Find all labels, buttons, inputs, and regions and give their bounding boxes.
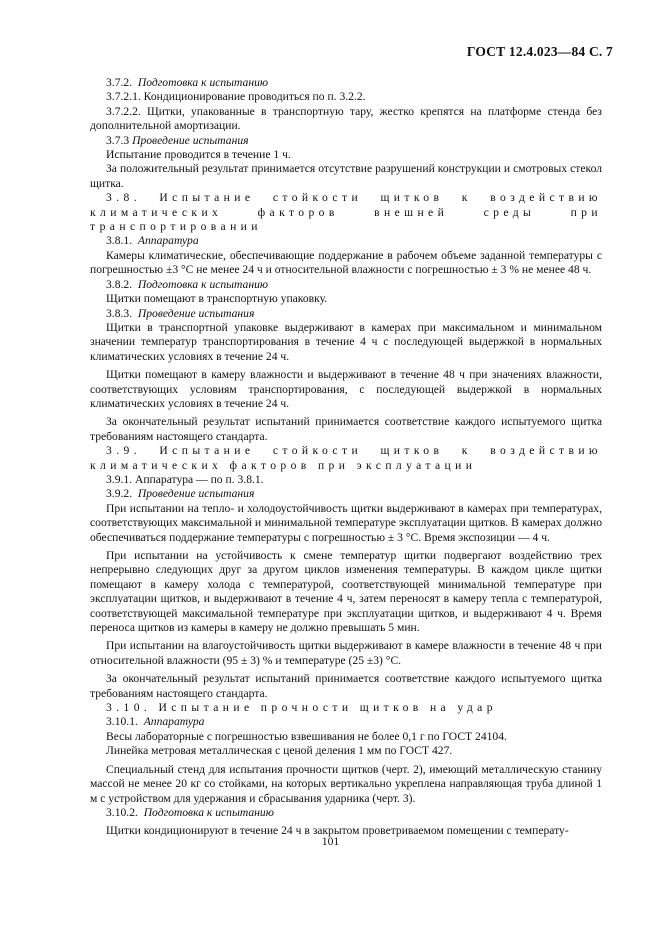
paragraph: Щитки в транспортной упаковке выдерживают в камерах при максимальном и минимальном значении температур транспортирования в течение 4 ч с последующей выдержкой в нормальных климатических условиях в течение 24 ч.: [90, 320, 602, 363]
section-heading: 3.9. Испытание стойкости щитков к воздействию климатических факторов при эксплуатации: [90, 444, 602, 472]
paragraph: За окончательный результат испытаний принимается соответствие каждого испытуемого щитка требованиям настоящего стандарта.: [90, 672, 602, 700]
paragraph: При испытании на устойчивость к смене температур щитки подвергают воздействию трех непрерывно следующих друг за другом циклов изменения температуры. В каждом цикле щитки помещают в камеру холода с температурой, соответствующей минимальной температуре при эксплуатации щитков, и выдерживают в течение 4 ч, затем переносят в камеру тепла с температурой, соответствующей максимальной температуре при эксплуатации щитков, и выдерживают 4 ч. Время переноса щитков из камеры в камеру не должно превышать 5 мин.: [90, 549, 602, 635]
section-heading: 3.8. Испытание стойкости щитков к воздействию климатических факторов внешней среды при транспортировании: [90, 191, 602, 234]
paragraph: Щитки кондиционируют в течение 24 ч в закрытом проветриваемом помещении с температу-: [106, 824, 569, 838]
paragraph: За окончательный результат испытаний принимается соответствие каждого испытуемого щитка требованиям настоящего стандарта.: [90, 415, 602, 443]
paragraph: При испытании на влагоустойчивость щитки выдерживают в камере влажности в течение 48 ч при относительной влажности (95 ± 3) % и температуре (25 ±3) °С.: [90, 639, 602, 667]
subsection-heading: 3.10.2. Подготовка к испытанию: [106, 805, 274, 819]
paragraph: При испытании на тепло- и холодоустойчивость щитки выдерживают в камерах при температурах, соответствующих максимальной и минимальной температуре эксплуатации щитков. В камерах должно обеспечиваться поддержание температуры с погрешностью ± 3 °С. Время экспозиции — 4 ч.: [90, 501, 602, 544]
paragraph: Испытание проводится в течение 1 ч.: [106, 148, 291, 162]
subsection-heading: 3.10.1. Аппаратура: [106, 715, 205, 729]
page-number: 101: [321, 835, 340, 848]
paragraph: Линейка метровая металлическая с ценой деления 1 мм по ГОСТ 427.: [106, 744, 453, 758]
paragraph: Щитки помещают в камеру влажности и выдерживают в течение 48 ч при значениях влажности, соответствующих условиям транспортирования, с последующей выдержкой в нормальных климатических условиях в течение 24 ч.: [90, 368, 602, 410]
paragraph: 3.9.1. Аппаратура — по п. 3.8.1.: [106, 472, 264, 486]
subsection-heading: 3.9.2. Проведение испытания: [106, 487, 255, 501]
subsection-heading: 3.7.3 Проведение испытания: [106, 133, 249, 147]
subsection-heading: 3.7.2. Подготовка к испытанию: [106, 76, 269, 89]
section-heading: 3.10. Испытание прочности щитков на удар: [106, 701, 497, 715]
subsection-heading: 3.8.1. Аппаратура: [106, 234, 199, 248]
document-body: [90, 76, 602, 839]
paragraph: 3.7.2.2. Щитки, упакованные в транспортную тару, жестко крепятся на платформе стенда без дополнительной амортизации.: [90, 104, 602, 133]
paragraph: За положительный результат принимается отсутствие разрушений конструкции и смотровых стекол щитка.: [90, 162, 602, 190]
paragraph: Специальный стенд для испытания прочности щитков (черт. 2), имеющий металлическую станину массой не менее 20 кг со стойками, на которых вертикально укреплена направляющая труба длиной 1 м с устройством для удержания и сбрасывания ударника (черт. 3).: [90, 762, 602, 805]
paragraph: Щитки помещают в транспортную упаковку.: [106, 292, 328, 306]
subsection-heading: 3.8.3. Проведение испытания: [106, 306, 255, 320]
paragraph: 3.7.2.1. Кондиционирование проводиться по п. 3.2.2.: [106, 90, 366, 104]
subsection-heading: 3.8.2. Подготовка к испытанию: [106, 277, 269, 291]
page-header: ГОСТ 12.4.023—84 С. 7: [466, 44, 613, 59]
paragraph: Камеры климатические, обеспечивающие поддержание в рабочем объеме заданной температуры с погрешностью ±3 °С не менее 24 ч и относительной влажности с погрешностью ± 3 % не менее 48 ч.: [90, 248, 602, 277]
paragraph: Весы лабораторные с погрешностью взвешивания не более 0,1 г по ГОСТ 24104.: [106, 729, 507, 743]
